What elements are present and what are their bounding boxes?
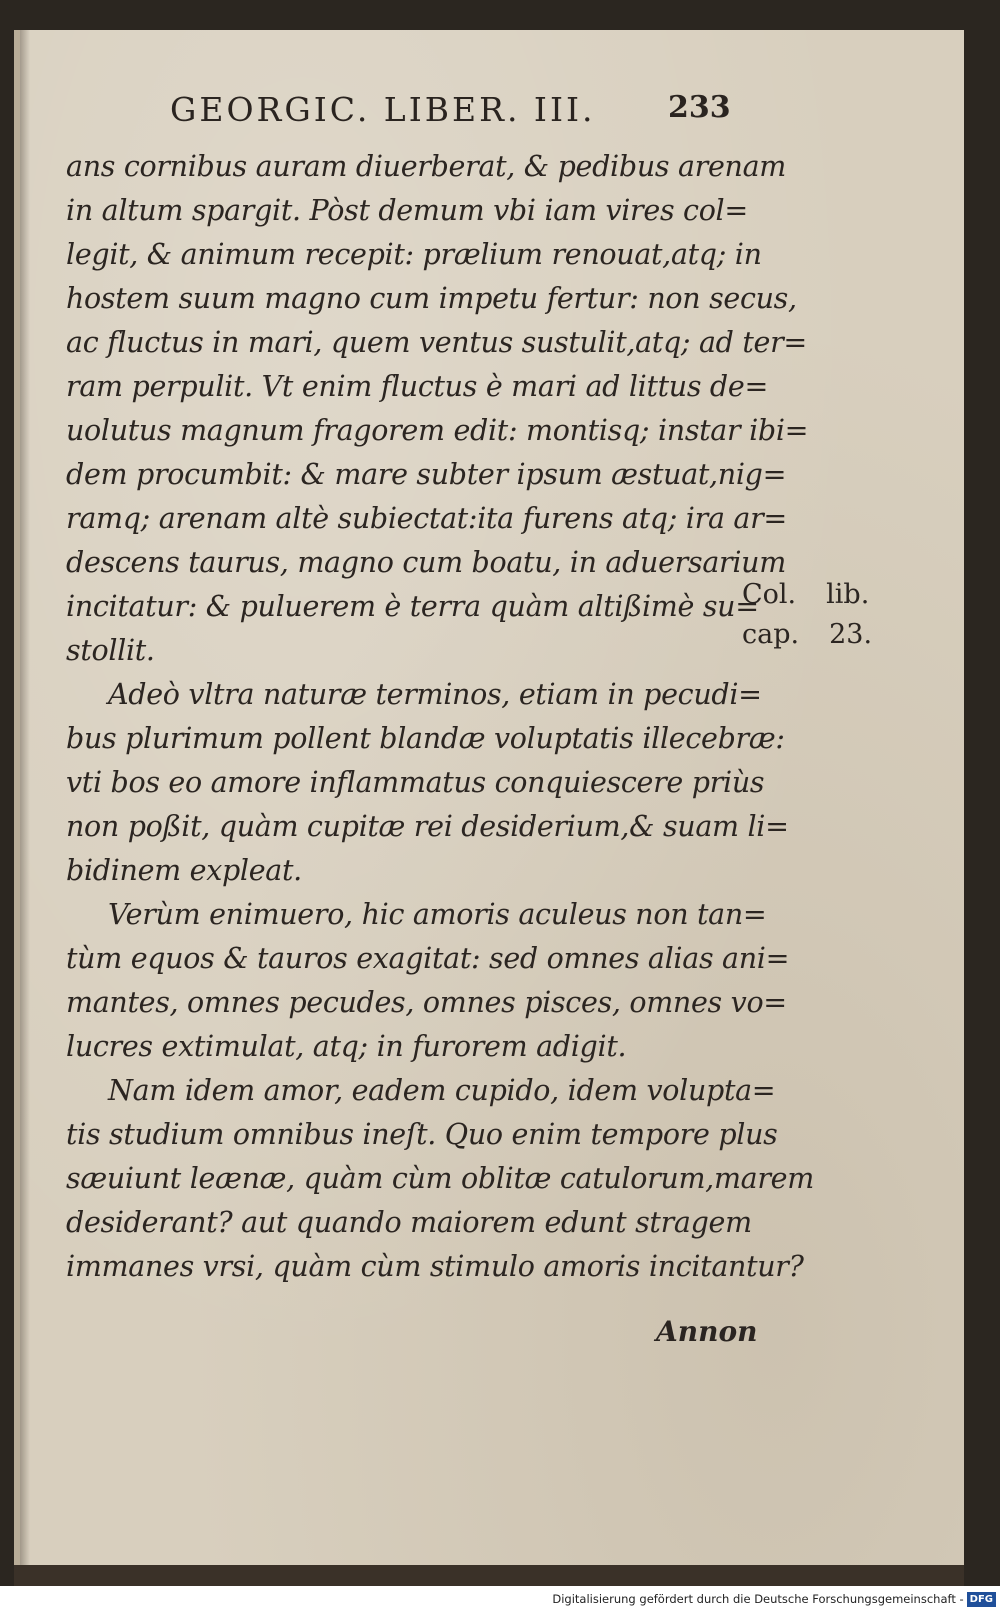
text-line: tis studium omnibus ineſt. Quo enim tempore plus xyxy=(66,1118,778,1151)
text-line: sæuiunt leænæ, quàm cùm oblitæ catulorum,marem xyxy=(66,1162,814,1195)
text-line: mantes, omnes pecudes, omnes pisces, omnes vo= xyxy=(66,986,787,1019)
text-line: bus plurimum pollent blandæ voluptatis illecebræ: xyxy=(66,722,785,755)
page-gutter-shadow xyxy=(20,30,30,1565)
text-line: ac fluctus in mari, quem ventus sustulit,atq; ad ter= xyxy=(66,326,807,359)
text-line: lucres extimulat, atq; in furorem adigit. xyxy=(66,1030,627,1063)
text-line: stollit. xyxy=(66,634,155,667)
text-line: descens taurus, magno cum boatu, in aduersarium xyxy=(66,546,786,579)
page-number: 233 xyxy=(668,90,731,125)
text-line: incitatur: & puluerem è terra quàm altißimè su= xyxy=(66,590,759,623)
text-line: tùm equos & tauros exagitat: sed omnes alias ani= xyxy=(66,942,790,975)
text-line: immanes vrsi, quàm cùm stimulo amoris incitantur? xyxy=(66,1250,804,1283)
text-line: ram perpulit. Vt enim fluctus è mari ad littus de= xyxy=(66,370,769,403)
paragraph-start-line: Adeò vltra naturæ terminos, etiam in pecudi= xyxy=(108,678,762,711)
margin-note xyxy=(742,575,872,655)
text-line: hostem suum magno cum impetu fertur: non secus, xyxy=(66,282,797,315)
text-line: in altum spargit. Pòst demum vbi iam vires col= xyxy=(66,194,748,227)
credit-text: Digitalisierung gefördert durch die Deutsche Forschungsgemeinschaft - xyxy=(552,1592,964,1606)
text-line: vti bos eo amore inflammatus conquiescere priùs xyxy=(66,766,765,799)
catchword: Annon xyxy=(656,1315,758,1348)
margin-note-text: cap. xyxy=(742,619,800,650)
running-head: GEORGIC. LIBER. III. xyxy=(170,90,596,129)
text-line: legit, & animum recepit: prælium renouat,atq; in xyxy=(66,238,762,271)
margin-note-text: 23. xyxy=(829,619,873,650)
digitization-credit xyxy=(0,1588,1000,1611)
margin-note-row xyxy=(742,575,872,615)
text-line: ramq; arenam altè subiectat:ita furens atq; ira ar= xyxy=(66,502,787,535)
text-line: uolutus magnum fragorem edit: montisq; instar ibi= xyxy=(66,414,809,447)
text-line: dem procumbit: & mare subter ipsum æstuat,nig= xyxy=(66,458,787,491)
text-line: non poßit, quàm cupitæ rei desiderium,& suam li= xyxy=(66,810,789,843)
paragraph-start-line: Verùm enimuero, hic amoris aculeus non tan= xyxy=(108,898,767,931)
book-page xyxy=(14,30,964,1565)
margin-note-text: lib. xyxy=(826,579,870,610)
paragraph-start-line: Nam idem amor, eadem cupido, idem volupta= xyxy=(108,1074,776,1107)
scan-bottom-edge xyxy=(14,1565,964,1586)
dfg-logo: DFG xyxy=(967,1592,996,1607)
text-line: desiderant? aut quando maiorem edunt stragem xyxy=(66,1206,752,1239)
margin-note-row xyxy=(742,615,872,655)
margin-note-text: Col. xyxy=(742,579,797,610)
text-line: ans cornibus auram diuerberat, & pedibus arenam xyxy=(66,150,787,183)
text-line: bidinem expleat. xyxy=(66,854,302,887)
